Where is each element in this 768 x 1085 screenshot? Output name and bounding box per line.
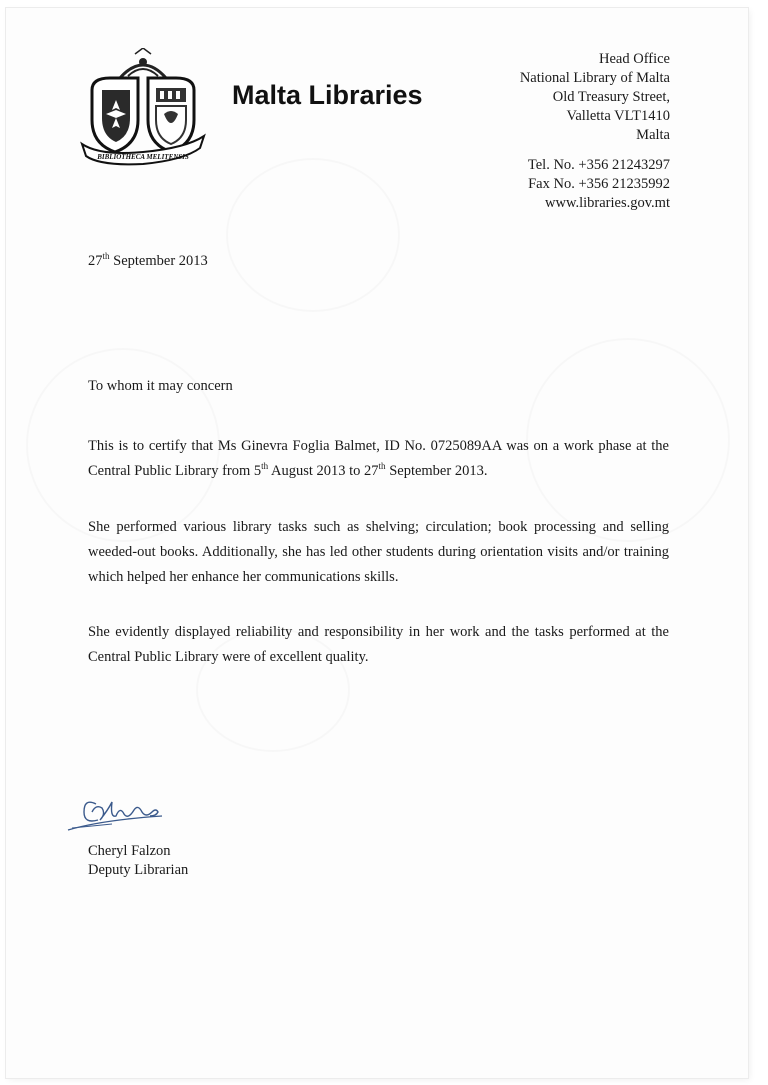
library-crest-logo xyxy=(80,48,206,166)
paragraph-certification xyxy=(88,434,669,484)
address-line: Malta xyxy=(636,127,670,143)
ordinal-suffix: th xyxy=(378,461,386,472)
watermark-seal xyxy=(226,158,400,312)
website-link[interactable]: www.libraries.gov.mt xyxy=(545,195,670,211)
paragraph-tasks: She performed various library tasks such as shelving; circulation; book processing and selling weeded-out books. Additionally, she has led other students during orientation visits and/or training which helped her enhance her communications skills. xyxy=(88,519,669,585)
address-line: National Library of Malta xyxy=(519,70,670,86)
handwritten-signature xyxy=(62,790,172,840)
paragraph-evaluation: She evidently displayed reliability and responsibility in her work and the tasks performed at the Central Public Library were of excellent quality. xyxy=(88,624,669,665)
letter-date xyxy=(88,253,208,270)
address-line: Valletta VLT1410 xyxy=(566,108,670,124)
signatory-title: Deputy Librarian xyxy=(88,862,189,878)
svg-text:BIBLIOTHECA MELITENSIS: BIBLIOTHECA MELITENSIS xyxy=(97,153,189,161)
ordinal-suffix: th xyxy=(261,461,269,472)
signatory-name: Cheryl Falzon xyxy=(88,843,171,859)
paragraph-text: September 2013. xyxy=(385,463,488,479)
paragraph-text: This is to certify that Ms Ginevra Foglia Balmet, ID No. 0725089AA was on a work phase at the Central Public Library from 5 xyxy=(88,438,669,479)
date-day: 27 xyxy=(88,253,103,269)
paragraph-text: August 2013 to 27 xyxy=(268,463,379,479)
date-month-year: September 2013 xyxy=(109,253,208,269)
address-line: Old Treasury Street, xyxy=(552,89,670,105)
organization-name: Malta Libraries xyxy=(232,80,423,110)
address-block xyxy=(520,50,670,145)
telephone-number: Tel. No. +356 21243297 xyxy=(527,157,670,173)
signatory-block xyxy=(88,842,188,880)
address-line: Head Office xyxy=(599,51,670,67)
date-suffix: th xyxy=(102,251,110,262)
fax-number: Fax No. +356 21235992 xyxy=(528,176,670,192)
salutation: To whom it may concern xyxy=(88,378,233,394)
contact-block xyxy=(528,156,670,213)
